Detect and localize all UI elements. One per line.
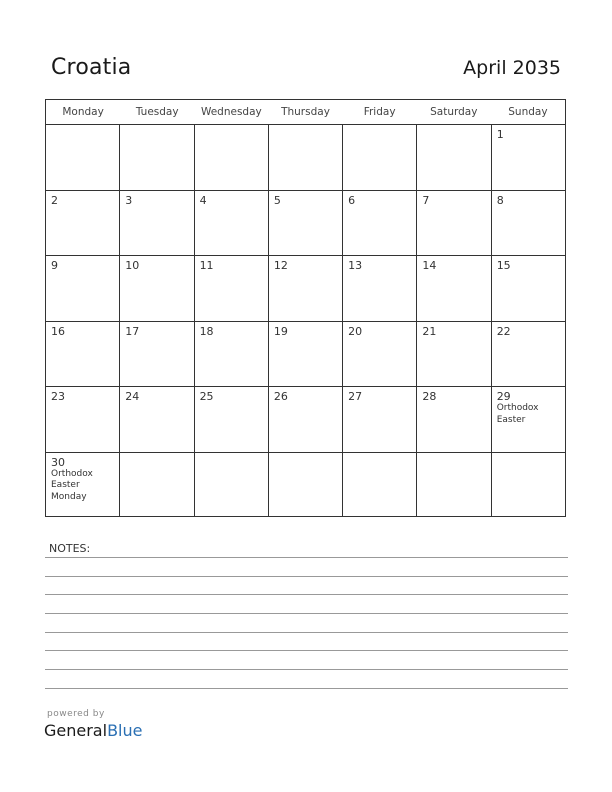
calendar-day-cell[interactable] bbox=[417, 322, 491, 387]
weekday-header: Friday bbox=[363, 106, 396, 118]
calendar-day-cell[interactable] bbox=[417, 387, 491, 452]
calendar-day-cell[interactable] bbox=[492, 256, 565, 321]
calendar-day-cell[interactable] bbox=[269, 125, 343, 190]
calendar-day-cell[interactable] bbox=[46, 256, 120, 321]
weekday-header: Sunday bbox=[508, 106, 548, 118]
day-number: 8 bbox=[496, 193, 504, 207]
holiday-label: Orthodox Easter Monday bbox=[51, 468, 93, 502]
calendar-day-cell[interactable] bbox=[120, 387, 194, 452]
powered-by-text: powered by bbox=[47, 709, 105, 719]
day-number: 11 bbox=[199, 259, 214, 272]
calendar-day-cell[interactable] bbox=[343, 322, 417, 387]
calendar-day-cell[interactable] bbox=[492, 191, 565, 256]
weekday-header: Thursday bbox=[281, 106, 330, 118]
calendar-day-cell[interactable] bbox=[343, 453, 417, 518]
note-line bbox=[45, 688, 568, 689]
calendar-day-cell[interactable] bbox=[195, 125, 269, 190]
calendar-day-cell[interactable] bbox=[417, 125, 491, 190]
calendar-day-cell[interactable] bbox=[417, 256, 491, 321]
calendar-week-row bbox=[46, 191, 565, 257]
calendar-week-row bbox=[46, 125, 565, 191]
calendar-grid bbox=[45, 99, 566, 517]
day-number: 6 bbox=[348, 193, 356, 207]
day-number: 9 bbox=[51, 259, 58, 272]
calendar-day-cell[interactable] bbox=[195, 387, 269, 452]
day-number: 7 bbox=[422, 193, 430, 207]
brand-general: General bbox=[44, 721, 108, 740]
calendar-body bbox=[46, 125, 565, 517]
day-number: 30 bbox=[51, 455, 65, 469]
note-line bbox=[45, 557, 568, 558]
brand-logo[interactable] bbox=[44, 721, 142, 740]
calendar-month-title: April 2035 bbox=[463, 57, 561, 79]
calendar-day-cell[interactable] bbox=[269, 191, 343, 256]
weekday-header: Wednesday bbox=[200, 106, 262, 118]
calendar-day-cell[interactable] bbox=[46, 191, 120, 256]
day-number: 21 bbox=[422, 324, 437, 338]
weekday-header-row bbox=[46, 100, 565, 125]
day-number: 14 bbox=[422, 259, 437, 272]
note-line bbox=[45, 650, 568, 651]
note-line bbox=[45, 576, 568, 577]
note-line bbox=[45, 594, 568, 595]
calendar-day-cell[interactable] bbox=[195, 453, 269, 518]
calendar-day-cell[interactable] bbox=[269, 453, 343, 518]
calendar-week-row bbox=[46, 387, 565, 453]
day-number: 1 bbox=[496, 128, 504, 141]
calendar-day-cell[interactable] bbox=[120, 191, 194, 256]
calendar-day-cell[interactable] bbox=[343, 256, 417, 321]
day-number: 20 bbox=[348, 324, 363, 338]
calendar-day-cell[interactable] bbox=[492, 125, 565, 190]
calendar-day-cell[interactable] bbox=[46, 125, 120, 190]
calendar-week-row bbox=[46, 453, 565, 518]
note-line bbox=[45, 669, 568, 670]
calendar-day-cell[interactable] bbox=[46, 387, 120, 452]
calendar-day-cell[interactable] bbox=[343, 125, 417, 190]
day-number: 3 bbox=[125, 193, 133, 207]
calendar-day-cell[interactable] bbox=[417, 191, 491, 256]
day-number: 24 bbox=[125, 390, 140, 403]
calendar-day-cell[interactable] bbox=[417, 453, 491, 518]
day-number: 23 bbox=[51, 390, 65, 403]
day-number: 29 bbox=[496, 390, 511, 403]
day-number: 19 bbox=[273, 324, 288, 338]
day-number: 16 bbox=[51, 324, 65, 338]
day-number: 22 bbox=[496, 324, 511, 338]
weekday-header: Saturday bbox=[430, 106, 478, 118]
day-number: 4 bbox=[199, 193, 207, 207]
calendar-day-cell[interactable] bbox=[269, 256, 343, 321]
calendar-day-cell[interactable] bbox=[120, 453, 194, 518]
weekday-header: Tuesday bbox=[135, 106, 179, 118]
calendar-week-row bbox=[46, 256, 565, 322]
day-number: 26 bbox=[273, 390, 288, 403]
notes-label: NOTES: bbox=[49, 542, 91, 555]
day-number: 2 bbox=[51, 193, 58, 207]
day-number: 25 bbox=[199, 390, 214, 403]
brand-blue: Blue bbox=[107, 721, 143, 740]
calendar-day-cell[interactable] bbox=[46, 322, 120, 387]
day-number: 13 bbox=[348, 259, 363, 272]
calendar-day-cell[interactable] bbox=[120, 256, 194, 321]
note-line bbox=[45, 632, 568, 633]
calendar-day-cell[interactable] bbox=[120, 322, 194, 387]
calendar-day-cell[interactable] bbox=[492, 453, 565, 518]
calendar-day-cell[interactable] bbox=[269, 387, 343, 452]
calendar-week-row bbox=[46, 322, 565, 388]
day-number: 17 bbox=[125, 324, 140, 338]
calendar-day-cell[interactable] bbox=[269, 322, 343, 387]
calendar-day-cell[interactable] bbox=[195, 191, 269, 256]
day-number: 12 bbox=[273, 259, 288, 272]
day-number: 18 bbox=[199, 324, 214, 338]
calendar-country-title: Croatia bbox=[51, 55, 132, 80]
calendar-day-cell[interactable] bbox=[195, 256, 269, 321]
day-number: 5 bbox=[273, 193, 281, 207]
note-line bbox=[45, 613, 568, 614]
day-number: 15 bbox=[496, 259, 511, 272]
day-number: 28 bbox=[422, 390, 437, 403]
holiday-label: Orthodox Easter bbox=[496, 403, 539, 425]
calendar-day-cell[interactable] bbox=[343, 191, 417, 256]
calendar-day-cell[interactable] bbox=[492, 322, 565, 387]
calendar-day-cell[interactable] bbox=[343, 387, 417, 452]
weekday-header: Monday bbox=[62, 106, 104, 118]
calendar-day-cell[interactable] bbox=[120, 125, 194, 190]
calendar-day-cell[interactable] bbox=[195, 322, 269, 387]
calendar-day-cell[interactable] bbox=[46, 453, 120, 518]
day-number: 27 bbox=[348, 390, 363, 403]
calendar-day-cell[interactable] bbox=[492, 387, 565, 452]
day-number: 10 bbox=[125, 259, 140, 272]
